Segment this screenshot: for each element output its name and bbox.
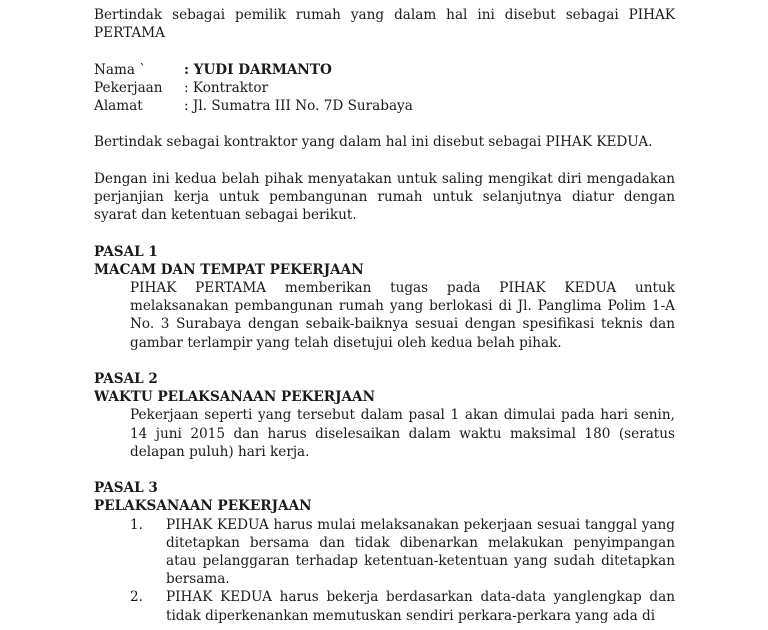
pasal-3-number: PASAL 3: [94, 480, 158, 497]
identity-value: : Jl. Sumatra III No. 7D Surabaya: [184, 98, 413, 114]
pasal-3-title: PELAKSANAAN PEKERJAAN: [94, 498, 312, 515]
pasal-3-section: [94, 479, 675, 625]
list-item-text: PIHAK KEDUA harus mulai melaksanakan pekerjaan sesuai tanggal yang ditetapkan bersama dan tidak dibenarkan melakukan penyimpangan atau pelanggaran terhadap ketentuan-ketentuan yang sudah ditetapkan bersama.: [166, 516, 675, 588]
identity-row-pekerjaan: [94, 79, 675, 97]
identity-row-nama: [94, 61, 675, 79]
pasal-1-number: PASAL 1: [94, 243, 158, 260]
list-item-number: 2.: [130, 589, 143, 606]
pasal-2-section: [94, 370, 675, 461]
identity-label: Alamat: [94, 98, 143, 114]
pasal-1-body: PIHAK PERTAMA memberikan tugas pada PIHAK KEDUA untuk melaksanakan pembangunan rumah yang berlokasi di Jl. Panglima Polim 1-A No. 3 Surabaya dengan sebaik-baiknya sesuai dengan spesifikasi teknis dan gambar terlampir yang telah disetujui oleh kedua belah pihak.: [130, 279, 675, 351]
identity-value: : YUDI DARMANTO: [184, 61, 332, 78]
pasal-3-item: [130, 516, 675, 589]
pasal-2-body: Pekerjaan seperti yang tersebut dalam pasal 1 akan dimulai pada hari senin, 14 juni 2015 dan harus diselesaikan dalam waktu maksimal 180 (seratus delapan puluh) hari kerja.: [130, 407, 675, 460]
list-item-text: PIHAK KEDUA harus bekerja berdasarkan data-data yanglengkap dan tidak diperkenankan memutuskan sendiri perkara-perkara yang ada di: [166, 589, 675, 624]
list-item-number: 1.: [130, 516, 143, 533]
pasal-1-title: MACAM DAN TEMPAT PEKERJAAN: [94, 261, 364, 278]
identity-row-alamat: [94, 97, 675, 115]
identity-label: Nama `: [94, 61, 147, 78]
pasal-2-number: PASAL 2: [94, 370, 158, 387]
agreement-paragraph: Dengan ini kedua belah pihak menyatakan untuk saling mengikat diri mengadakan perjanjian kerja untuk pembangunan rumah untuk selanjutnya diatur dengan syarat dan ketentuan sebagai berikut.: [94, 170, 675, 224]
pasal-2-title: WAKTU PELAKSANAAN PEKERJAAN: [94, 389, 376, 406]
pasal-1-section: [94, 243, 675, 352]
identity-value: : Kontraktor: [184, 79, 269, 96]
identity-block: [94, 61, 675, 116]
pasal-3-item: [130, 588, 675, 624]
identity-label: Pekerjaan: [94, 79, 163, 96]
contract-document: [94, 0, 675, 625]
intro-first-party: Bertindak sebagai pemilik rumah yang dalam hal ini disebut sebagai PIHAK PERTAMA: [94, 7, 675, 42]
intro-second-party: Bertindak sebagai kontraktor yang dalam hal ini disebut sebagai PIHAK KEDUA.: [94, 134, 653, 151]
